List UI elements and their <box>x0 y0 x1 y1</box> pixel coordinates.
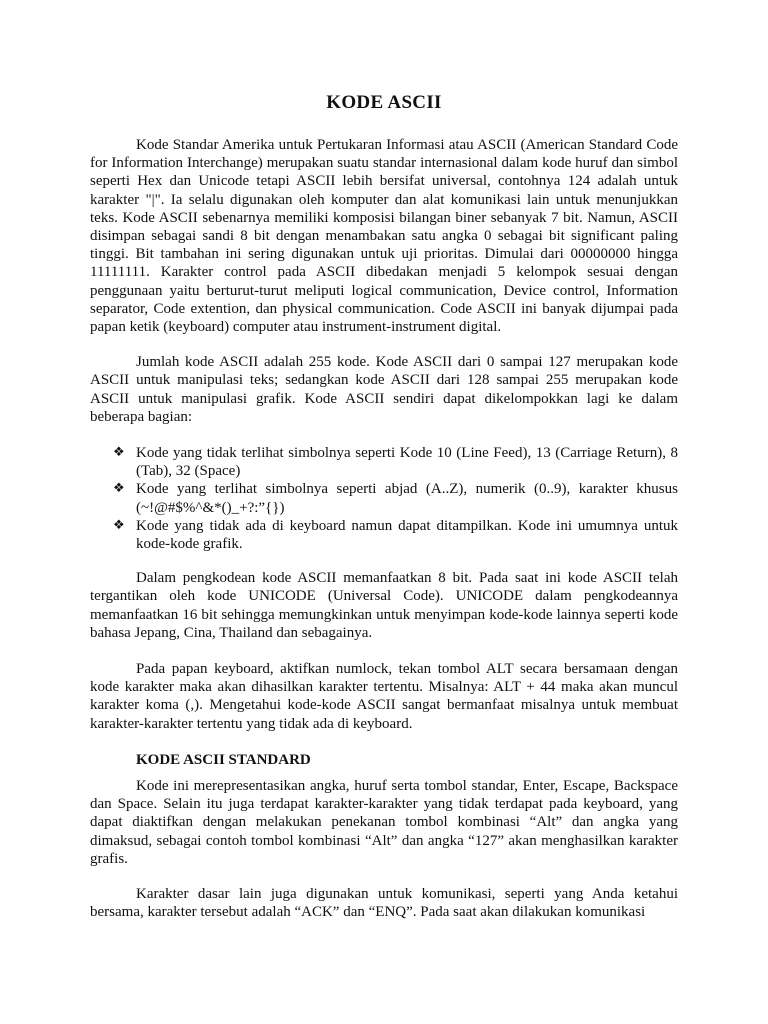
list-item <box>90 444 678 480</box>
list-item <box>90 480 678 516</box>
document-body <box>90 136 678 921</box>
diamond-bullet-icon: ❖ <box>113 517 125 533</box>
paragraph-keyboard-alt: Pada papan keyboard, aktifkan numlock, tekan tombol ALT secara bersamaan dengan kode karakter maka akan dihasilkan karakter tertentu. Misalnya: ALT + 44 maka akan muncul karakter koma (,). Mengetahui kode-kode ASCII sangat bermanfaat misalnya untuk membuat karakter-karakter tertentu yang tidak ada di keyboard. <box>90 661 678 732</box>
paragraph-standard-codes: Kode ini merepresentasikan angka, huruf serta tombol standar, Enter, Escape, Backspace dan Space. Selain itu juga terdapat karakter-karakter yang tidak terdapat pada keyboard, yang dapat diaktifkan dengan melakukan penekanan tombol kombinasi “Alt” dan angka yang dimaksud, sebagai contoh tombol kombinasi “Alt” dan angka “127” akan menghasilkan karakter grafis. <box>90 777 678 867</box>
list-item-text: Kode yang tidak ada di keyboard namun dapat ditampilkan. Kode ini umumnya untuk kode-kode grafik. <box>136 517 678 553</box>
diamond-bullet-icon: ❖ <box>113 481 125 497</box>
bullet-list <box>90 444 678 553</box>
paragraph-ascii-definition: Kode Standar Amerika untuk Pertukaran Informasi atau ASCII (American Standard Code for Information Interchange) merupakan suatu standar internasional dalam kode huruf dan simbol seperti Hex dan Unicode tetapi ASCII lebih bersifat universal, contohnya 124 adalah untuk karakter "|". Ia selalu digunakan oleh komputer dan alat komunikasi lain untuk menunjukkan teks. Kode ASCII sebenarnya memiliki komposisi bilangan biner sebanyak 7 bit. Namun, ASCII disimpan sebagai sandi 8 bit dengan menambakan satu angka 0 sebagai bit significant paling tinggi. Bit tambahan ini sering digunakan untuk uji prioritas. Dimulai dari 00000000 hingga 11111111. Karakter control pada ASCII dibedakan menjadi 5 kelompok sesuai dengan penggunaan yaitu berturut-turut meliputi logical communication, Device control, Information separator, Code extention, dan physical communication. Code ASCII ini banyak dijumpai pada papan ketik (keyboard) computer atau instrument-instrument digital. <box>90 137 678 336</box>
section-heading: KODE ASCII STANDARD <box>136 751 311 768</box>
paragraph-unicode: Dalam pengkodean kode ASCII memanfaatkan 8 bit. Pada saat ini kode ASCII telah tergantikan oleh kode UNICODE (Universal Code). UNICODE dalam pengkodeannya memanfaatkan 16 bit sehingga memungkinkan untuk menyimpan kode-kode lainnya seperti kode bahasa Jepang, Cina, Thailand dan sebagainya. <box>90 570 678 641</box>
document-title: KODE ASCII <box>326 92 442 113</box>
paragraph-ascii-count: Jumlah kode ASCII adalah 255 kode. Kode ASCII dari 0 sampai 127 merupakan kode ASCII untuk manipulasi teks; sedangkan kode ASCII dari 128 sampai 255 merupakan kode ASCII untuk manipulasi grafik. Kode ASCII sendiri dapat dikelompokkan lagi ke dalam beberapa bagian: <box>90 354 678 425</box>
list-item <box>90 517 678 553</box>
list-item-text: Kode yang tidak terlihat simbolnya seperti Kode 10 (Line Feed), 13 (Carriage Return), 8 (Tab), 32 (Space) <box>136 445 678 480</box>
paragraph-communication: Karakter dasar lain juga digunakan untuk komunikasi, seperti yang Anda ketahui bersama, karakter tersebut adalah “ACK” dan “ENQ”. Pada saat akan dilakukan komunikasi <box>90 885 678 921</box>
diamond-bullet-icon: ❖ <box>113 445 125 461</box>
list-item-text: Kode yang terlihat simbolnya seperti abjad (A..Z), numerik (0..9), karakter khusus (~!@#$%^&*()_+?:”{}) <box>136 481 678 516</box>
